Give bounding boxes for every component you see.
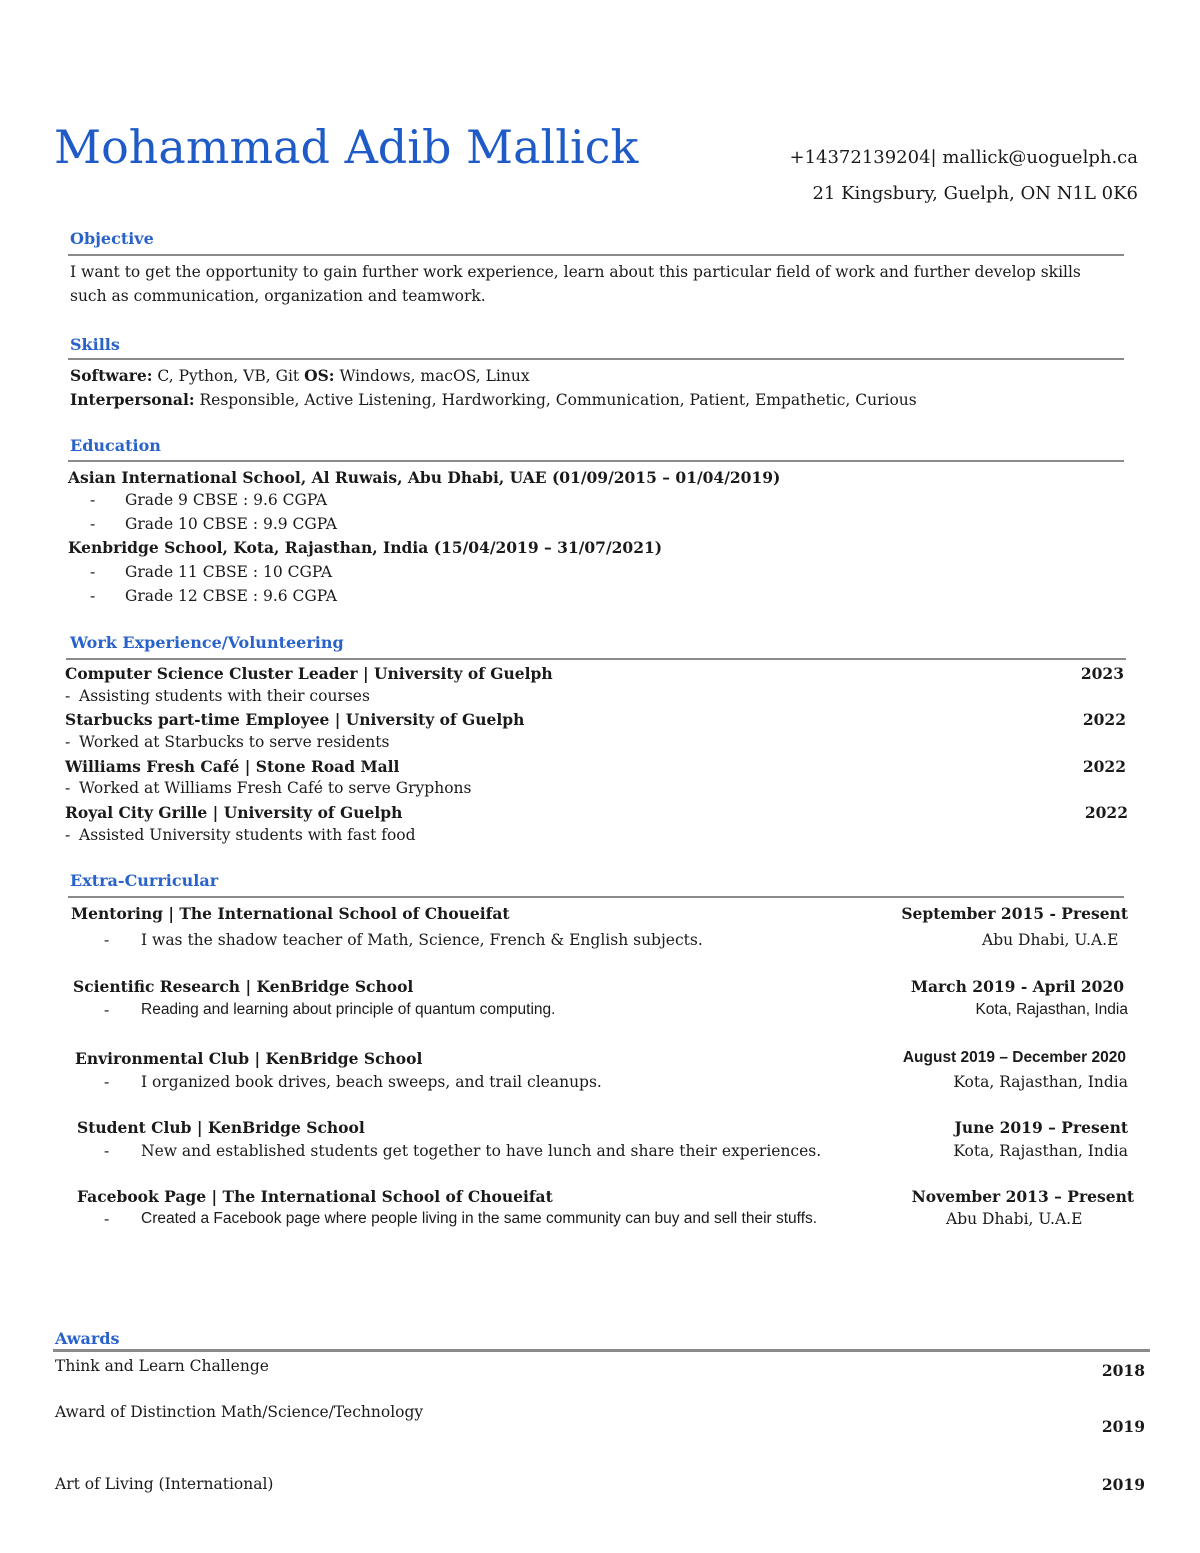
extra-dash: - <box>104 931 110 949</box>
education-grade: Grade 9 CBSE : 9.6 CGPA <box>125 491 328 509</box>
skills-software-value: C, Python, VB, Git <box>152 367 305 385</box>
section-divider <box>68 254 1124 256</box>
extra-dash: - <box>104 1210 110 1228</box>
section-title-extra-curricular: Extra-Curricular <box>70 871 219 890</box>
extra-date: September 2015 - Present <box>901 904 1128 923</box>
extra-role: Student Club | KenBridge School <box>77 1118 365 1137</box>
extra-desc: Created a Facebook page where people living in the same community can buy and sell their stuffs. <box>141 1210 818 1227</box>
award-name: Art of Living (International) <box>55 1475 274 1493</box>
work-desc-line: - Worked at Williams Fresh Café to serve Gryphons <box>65 779 472 797</box>
work-year: 2023 <box>1080 664 1124 683</box>
section-title-work: Work Experience/Volunteering <box>70 633 344 652</box>
work-desc-line: - Assisting students with their courses <box>65 687 370 705</box>
extra-dash: - <box>104 1001 110 1019</box>
skills-interpersonal-line <box>70 390 917 409</box>
extra-role: Facebook Page | The International School of Choueifat <box>77 1187 553 1206</box>
work-year: 2022 <box>1084 803 1128 822</box>
section-divider <box>68 358 1124 360</box>
objective-text-line-1: I want to get the opportunity to gain further work experience, learn about this particular field of work and further develop skills <box>70 263 1081 281</box>
extra-dash: - <box>104 1073 110 1091</box>
extra-desc: I organized book drives, beach sweeps, and trail cleanups. <box>141 1073 602 1091</box>
section-title-skills: Skills <box>70 335 120 354</box>
extra-role: Scientific Research | KenBridge School <box>73 977 414 996</box>
extra-place: Kota, Rajasthan, India <box>953 1142 1128 1160</box>
education-dash: - <box>90 515 96 533</box>
education-dash: - <box>90 563 96 581</box>
section-title-education: Education <box>70 436 161 455</box>
work-role: Royal City Grille | University of Guelph <box>65 803 403 822</box>
extra-place: Kota, Rajasthan, India <box>953 1073 1128 1091</box>
education-grade: Grade 12 CBSE : 9.6 CGPA <box>125 587 337 605</box>
extra-date: August 2019 – December 2020 <box>902 1049 1126 1066</box>
work-desc: Assisting students with their courses <box>79 687 370 705</box>
award-name: Award of Distinction Math/Science/Technology <box>55 1403 424 1421</box>
extra-dash: - <box>104 1142 110 1160</box>
award-name: Think and Learn Challenge <box>55 1357 269 1375</box>
skills-software-label: Software: <box>70 366 153 385</box>
extra-role: Mentoring | The International School of Choueifat <box>71 904 510 923</box>
section-title-awards: Awards <box>55 1329 120 1348</box>
education-grade: Grade 11 CBSE : 10 CGPA <box>125 563 333 581</box>
work-year: 2022 <box>1082 710 1126 729</box>
education-dash: - <box>90 491 96 509</box>
skills-interpersonal-label: Interpersonal: <box>70 390 195 409</box>
extra-desc: Reading and learning about principle of quantum computing. <box>141 1001 556 1018</box>
extra-desc: I was the shadow teacher of Math, Science, French & English subjects. <box>141 931 703 949</box>
section-divider <box>53 1349 1150 1352</box>
work-desc-line: - Worked at Starbucks to serve residents <box>65 733 390 751</box>
work-desc: Worked at Starbucks to serve residents <box>79 733 390 751</box>
education-school-1: Asian International School, Al Ruwais, Abu Dhabi, UAE (01/09/2015 – 01/04/2019) <box>68 468 781 487</box>
section-title-objective: Objective <box>70 229 154 248</box>
section-divider <box>68 460 1124 462</box>
candidate-name: Mohammad Adib Mallick <box>54 120 639 174</box>
section-divider <box>68 896 1124 898</box>
extra-place: Abu Dhabi, U.A.E <box>946 1210 1083 1228</box>
work-year: 2022 <box>1082 757 1126 776</box>
extra-place: Abu Dhabi, U.A.E <box>982 931 1119 949</box>
award-year: 2019 <box>1101 1417 1145 1436</box>
work-role: Starbucks part-time Employee | University of Guelph <box>65 710 525 729</box>
extra-place: Kota, Rajasthan, India <box>975 1001 1128 1018</box>
education-grade: Grade 10 CBSE : 9.9 CGPA <box>125 515 337 533</box>
work-desc: Assisted University students with fast food <box>79 826 416 844</box>
extra-date: March 2019 - April 2020 <box>910 977 1124 996</box>
extra-role: Environmental Club | KenBridge School <box>75 1049 423 1068</box>
work-desc-line: - Assisted University students with fast food <box>65 826 416 844</box>
extra-desc: New and established students get together to have lunch and share their experiences. <box>141 1142 822 1160</box>
objective-text-line-2: such as communication, organization and teamwork. <box>70 287 486 305</box>
education-school-2: Kenbridge School, Kota, Rajasthan, India (15/04/2019 – 31/07/2021) <box>68 538 663 557</box>
extra-date: November 2013 – Present <box>911 1187 1134 1206</box>
skills-os-value: Windows, macOS, Linux <box>334 367 530 385</box>
work-desc: Worked at Williams Fresh Café to serve Gryphons <box>79 779 472 797</box>
award-year: 2018 <box>1101 1361 1145 1380</box>
contact-line: +14372139204| mallick@uoguelph.ca <box>789 147 1138 168</box>
skills-os-label: OS: <box>304 366 335 385</box>
education-dash: - <box>90 587 96 605</box>
section-divider <box>66 658 1126 660</box>
skills-interpersonal-value: Responsible, Active Listening, Hardworking, Communication, Patient, Empathetic, Curious <box>194 391 917 409</box>
skills-software-line <box>70 366 530 385</box>
work-role: Computer Science Cluster Leader | University of Guelph <box>65 664 553 683</box>
work-role: Williams Fresh Café | Stone Road Mall <box>65 757 400 776</box>
extra-date: June 2019 – Present <box>954 1118 1128 1137</box>
address-line: 21 Kingsbury, Guelph, ON N1L 0K6 <box>812 183 1138 204</box>
award-year: 2019 <box>1101 1475 1145 1494</box>
